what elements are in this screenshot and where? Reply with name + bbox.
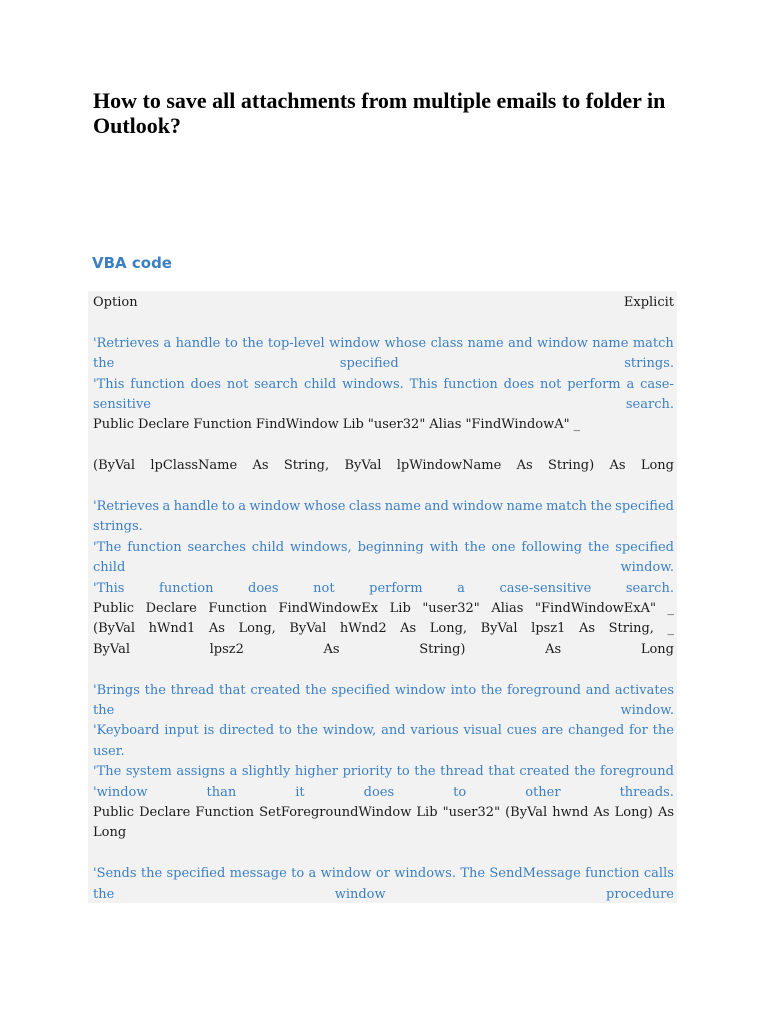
- code-word: ByVal: [289, 621, 327, 637]
- code-word: Long,: [238, 621, 276, 637]
- code-word: does: [363, 784, 395, 800]
- code-word: _: [573, 417, 581, 433]
- code-word: windows.: [342, 376, 404, 392]
- code-word: window: [329, 335, 381, 351]
- code-word: function: [443, 376, 498, 392]
- code-word: whose: [384, 335, 427, 351]
- code-word: top-level: [267, 335, 325, 351]
- code-word: does: [503, 376, 535, 392]
- code-word: the: [296, 723, 318, 739]
- code-word: the: [590, 499, 612, 514]
- code-word: thread: [170, 682, 215, 698]
- code-word: a: [626, 376, 635, 392]
- code-word: are: [541, 723, 564, 739]
- code-word: FindWindowEx: [278, 601, 379, 616]
- code-word: window.: [620, 703, 674, 718]
- code-word: window: [536, 335, 588, 351]
- code-word: various: [410, 723, 459, 739]
- code-word: window: [249, 499, 301, 514]
- code-word: input: [164, 723, 199, 739]
- code-comment-line: [93, 721, 674, 741]
- code-word: following: [521, 539, 583, 555]
- code-word: name: [592, 335, 629, 351]
- code-blank-line: [93, 313, 674, 333]
- code-word: As: [593, 805, 610, 820]
- code-word: child: [251, 539, 285, 555]
- code-blank-line: [93, 436, 674, 456]
- code-word: the: [574, 764, 596, 780]
- code-word: hWnd1: [148, 621, 196, 637]
- code-word: child: [93, 560, 126, 576]
- code-word: Declare: [139, 805, 191, 820]
- code-word: created: [519, 764, 570, 780]
- code-word: does: [190, 376, 222, 392]
- code-word: function: [159, 580, 214, 596]
- code-word: visual: [463, 723, 502, 739]
- code-word: sensitive: [93, 397, 151, 412]
- code-word: "FindWindowExA": [534, 601, 656, 616]
- code-line: [93, 456, 674, 476]
- code-word: "user32": [442, 805, 501, 820]
- code-word: a: [238, 499, 246, 514]
- code-word: Long: [93, 825, 127, 841]
- code-word: class: [430, 335, 464, 351]
- code-word: handle: [173, 499, 219, 514]
- code-word: one: [491, 539, 516, 555]
- code-comment-line: [93, 864, 674, 884]
- code-word: Declare: [145, 601, 197, 616]
- code-line: [93, 640, 674, 660]
- code-word: (ByVal: [505, 805, 548, 820]
- code-word: Long: [640, 458, 674, 474]
- code-word: String): [419, 641, 466, 657]
- code-word: activates: [614, 682, 674, 698]
- code-word: Function: [208, 601, 267, 616]
- code-blank-line: [93, 844, 674, 864]
- code-word: that: [488, 764, 515, 780]
- code-word: message: [229, 866, 287, 882]
- code-word: changed: [568, 723, 625, 739]
- code-word: case-sensitive: [499, 580, 592, 596]
- code-word: Public: [93, 417, 135, 433]
- code-word: As: [400, 621, 417, 637]
- code-blank-line: [93, 477, 674, 497]
- code-word: is: [203, 723, 215, 739]
- code-word: ByVal: [93, 641, 131, 657]
- code-word: As: [545, 641, 562, 657]
- code-word: the: [652, 723, 674, 739]
- code-word: window: [334, 886, 386, 902]
- code-word: Function: [193, 417, 252, 433]
- code-word: specified: [615, 499, 674, 514]
- code-word: not: [226, 376, 249, 392]
- code-word: calls: [643, 866, 674, 882]
- code-line: [93, 415, 674, 435]
- code-word: hwnd: [552, 805, 589, 820]
- code-word: with: [429, 539, 459, 555]
- code-word: to: [221, 499, 235, 514]
- code-word: priority: [342, 764, 393, 780]
- code-word: it: [295, 784, 305, 800]
- code-line: [93, 823, 674, 843]
- code-word: the: [93, 886, 115, 902]
- code-word: for: [628, 723, 648, 739]
- code-word: match: [546, 499, 588, 514]
- code-word: system: [125, 764, 172, 780]
- code-word: As: [208, 621, 225, 637]
- code-word: the: [93, 356, 115, 372]
- code-comment-line: [93, 701, 674, 721]
- code-word: 'Sends: [93, 866, 137, 882]
- code-word: "user32": [367, 417, 426, 433]
- code-word: to: [278, 723, 292, 739]
- code-word: a: [229, 764, 238, 780]
- code-word: beginning: [357, 539, 424, 555]
- code-word: "user32": [422, 601, 480, 616]
- code-word: window.: [620, 560, 674, 576]
- code-word: lpClassName: [150, 458, 238, 474]
- code-word: SendMessage: [489, 866, 581, 882]
- code-word: does: [248, 580, 279, 596]
- code-word: higher: [294, 764, 339, 780]
- code-comment-line: [93, 517, 674, 537]
- code-word: than: [206, 784, 237, 800]
- code-word: search.: [625, 580, 674, 596]
- code-word: function: [130, 376, 185, 392]
- code-word: ByVal: [480, 621, 518, 637]
- code-word: window,: [322, 723, 377, 739]
- code-word: 'Brings: [93, 682, 140, 698]
- code-word: searches: [187, 539, 246, 555]
- code-word: strings.: [93, 519, 143, 535]
- code-word: (ByVal: [93, 621, 136, 637]
- code-comment-line: [93, 497, 674, 517]
- code-word: String,: [608, 621, 654, 637]
- code-word: Public: [93, 805, 135, 820]
- code-word: SetForegroundWindow: [259, 805, 412, 820]
- code-word: name: [467, 335, 504, 351]
- code-word: 'The: [93, 764, 122, 780]
- code-word: created: [250, 682, 301, 698]
- code-word: the: [93, 703, 115, 718]
- code-line: [93, 619, 674, 639]
- code-comment-line: [93, 579, 674, 599]
- code-word: hWnd2: [339, 621, 387, 637]
- code-word: thread: [440, 764, 484, 780]
- code-word: child: [303, 376, 337, 392]
- code-word: to: [453, 784, 467, 800]
- code-word: lpsz1: [531, 621, 566, 637]
- code-word: a: [162, 499, 171, 514]
- code-word: that: [219, 682, 246, 698]
- code-word: window: [320, 866, 372, 882]
- code-word: and: [585, 682, 611, 698]
- code-word: windows,: [289, 539, 352, 555]
- code-word: Long,: [429, 621, 468, 637]
- code-word: function: [127, 539, 182, 555]
- code-word: whose: [303, 499, 346, 514]
- code-comment-line: [93, 762, 674, 782]
- code-word: 'This: [93, 376, 125, 392]
- code-word: not: [313, 580, 335, 596]
- code-word: handle: [175, 335, 221, 351]
- code-blank-line: [93, 660, 674, 680]
- code-line: [93, 599, 674, 619]
- code-word: As: [252, 458, 269, 474]
- code-word: perform: [567, 376, 621, 392]
- code-comment-line: [93, 354, 674, 374]
- code-word: the: [464, 539, 486, 555]
- code-word: specified: [615, 539, 674, 555]
- code-word: Declare: [138, 417, 190, 433]
- code-word: 'window: [93, 784, 148, 800]
- code-word: 'The: [93, 539, 122, 555]
- code-word: specified: [331, 682, 391, 698]
- code-word: the: [242, 335, 264, 351]
- code-word: slightly: [241, 764, 291, 780]
- code-word: (ByVal: [93, 458, 136, 474]
- code-word: Long): [614, 805, 653, 820]
- code-comment-line: [93, 538, 674, 558]
- code-word: match: [632, 335, 674, 351]
- code-word: search: [254, 376, 299, 392]
- code-word: a: [457, 580, 465, 596]
- code-word: ByVal: [344, 458, 382, 474]
- code-word: As: [516, 458, 533, 474]
- code-word: threads.: [619, 784, 674, 800]
- code-word: As: [657, 805, 674, 820]
- code-word: the: [588, 539, 610, 555]
- code-word: window: [452, 499, 504, 514]
- code-comment-line: [93, 783, 674, 803]
- code-line: [93, 293, 674, 313]
- code-word: the: [305, 682, 327, 698]
- code-word: a: [308, 866, 317, 882]
- code-word: name: [384, 499, 421, 514]
- code-word: assigns: [176, 764, 225, 780]
- code-word: Alias: [429, 417, 462, 433]
- code-word: String): [547, 458, 595, 474]
- code-word: windows.: [394, 866, 456, 882]
- code-word: specified: [166, 866, 226, 882]
- code-comment-line: [93, 742, 674, 762]
- code-comment-line: [93, 375, 674, 395]
- code-word: Explicit: [623, 295, 674, 310]
- code-word: Lib: [389, 601, 411, 616]
- code-word: 'This: [93, 580, 125, 596]
- code-word: 'Retrieves: [93, 335, 160, 351]
- code-comment-line: [93, 681, 674, 701]
- code-word: As: [609, 458, 626, 474]
- code-word: Lib: [416, 805, 438, 820]
- code-word: 'Retrieves: [93, 499, 160, 514]
- code-word: name: [506, 499, 543, 514]
- code-word: cues: [506, 723, 537, 739]
- code-word: search.: [625, 397, 674, 412]
- code-comment-line: [93, 334, 674, 354]
- code-word: the: [414, 764, 436, 780]
- code-word: function: [585, 866, 640, 882]
- code-word: lpWindowName: [396, 458, 502, 474]
- code-word: directed: [219, 723, 275, 739]
- code-word: class: [348, 499, 382, 514]
- code-comment-line: [93, 885, 674, 903]
- code-word: a: [163, 335, 172, 351]
- code-word: and: [508, 335, 533, 351]
- code-word: _: [667, 601, 674, 616]
- code-word: Lib: [342, 417, 364, 433]
- code-word: foreground: [599, 764, 674, 780]
- code-word: the: [144, 682, 166, 698]
- code-word: case-: [640, 376, 674, 392]
- code-word: to: [396, 764, 410, 780]
- code-word: the: [480, 682, 503, 698]
- code-word: window: [394, 682, 446, 698]
- code-word: to: [224, 335, 238, 351]
- code-word: specified: [339, 356, 399, 372]
- code-word: This: [409, 376, 438, 392]
- vba-code-block: [88, 291, 677, 903]
- code-word: other: [525, 784, 561, 800]
- code-word: perform: [369, 580, 423, 596]
- code-word: procedure: [606, 886, 674, 902]
- code-word: The: [460, 866, 486, 882]
- code-word: not: [539, 376, 562, 392]
- code-word: foreground: [506, 682, 581, 698]
- code-word: lpsz2: [209, 641, 244, 657]
- code-word: 'Keyboard: [93, 723, 160, 739]
- code-line: [93, 803, 674, 823]
- code-word: String,: [283, 458, 330, 474]
- code-comment-line: [93, 395, 674, 415]
- code-word: to: [291, 866, 305, 882]
- section-heading-vba-code: VBA code: [92, 254, 172, 272]
- code-word: and: [424, 499, 449, 514]
- code-word: or: [375, 866, 390, 882]
- page-title: How to save all attachments from multiple emails to folder in Outlook?: [93, 88, 666, 138]
- code-word: Long: [640, 641, 674, 657]
- code-word: As: [578, 621, 596, 637]
- code-word: Public: [93, 601, 135, 616]
- code-word: the: [140, 866, 163, 882]
- code-word: As: [323, 641, 340, 657]
- code-word: "FindWindowA": [465, 417, 570, 433]
- code-word: and: [381, 723, 406, 739]
- code-word: Function: [195, 805, 255, 820]
- code-word: user.: [93, 743, 125, 759]
- code-word: _: [667, 621, 674, 637]
- code-word: Option: [93, 295, 138, 310]
- code-word: strings.: [624, 356, 674, 372]
- code-word: into: [450, 682, 477, 698]
- code-comment-line: [93, 558, 674, 578]
- code-word: FindWindow: [255, 417, 339, 433]
- code-word: Alias: [491, 601, 524, 616]
